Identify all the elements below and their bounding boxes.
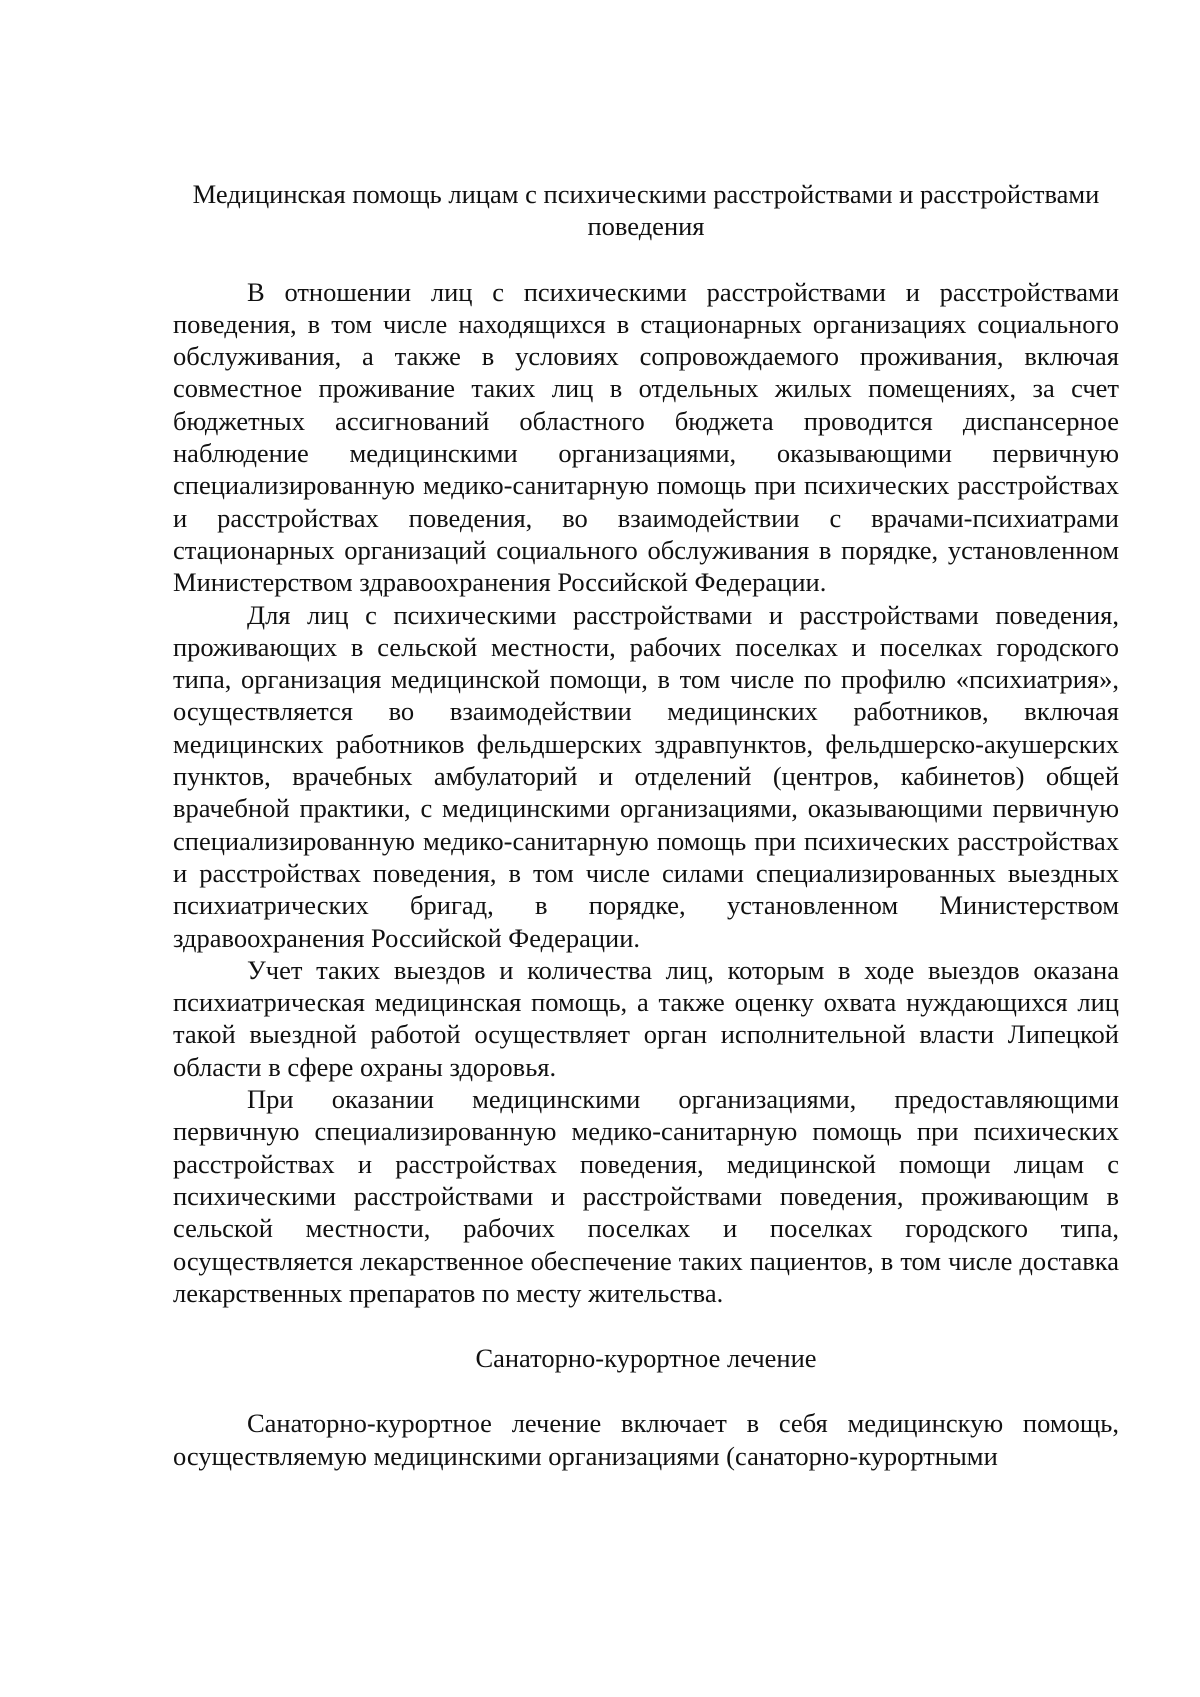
paragraph-drug-supply: При оказании медицинскими организациями, предоставляющими первичную специализированную медико-санитарную помощь при психических расстройствах и расстройствах поведения, медицинской помощи лицам с психическими расстройствами и расстройствами поведения, проживающим в сельской местности, рабочих поселках и поселках городского типа, осуществляется лекарственное обеспечение таких пациентов, в том числе доставка лекарственных препаратов по месту жительства. <box>173 1084 1119 1308</box>
paragraph-sanatorium-treatment: Санаторно-курортное лечение включает в себя медицинскую помощь, осуществляемую медицинскими организациями (санаторно-курортными <box>173 1408 1119 1471</box>
section-title: Санаторно-курортное лечение <box>475 1343 817 1374</box>
paragraph-rural-care: Для лиц с психическими расстройствами и расстройствами поведения, проживающих в сельской местности, рабочих поселках и поселках городского типа, организация медицинской помощи, в том числе по профилю «психиатрия», осуществляется во взаимодействии медицинских работников, включая медицинских работников фельдшерских здравпунктов, фельдшерско-акушерских пунктов, врачебных амбулаторий и отделений (центров, кабинетов) общей врачебной практики, с медицинскими организациями, оказывающими первичную специализированную медико-санитарную помощь при психических расстройствах и расстройствах поведения, в том числе силами специализированных выездных психиатрических бригад, в порядке, установленном Министерством здравоохранения Российской Федерации. <box>173 599 1119 953</box>
document-body <box>173 178 1119 1472</box>
paragraph-visit-accounting: Учет таких выездов и количества лиц, которым в ходе выездов оказана психиатрическая медицинская помощь, а также оценку охвата нуждающихся лиц такой выездной работой осуществляет орган исполнительной власти Липецкой области в сфере охраны здоровья. <box>173 954 1119 1082</box>
paragraph-dispensary-observation: В отношении лиц с психическими расстройствами и расстройствами поведения, в том числе находящихся в стационарных организациях социального обслуживания, а также в условиях сопровождаемого проживания, включая совместное проживание таких лиц в отдельных жилых помещениях, за счет бюджетных ассигнований областного бюджета проводится диспансерное наблюдение медицинскими организациями, оказывающими первичную специализированную медико-санитарную помощь при психических расстройствах и расстройствах поведения, во взаимодействии с врачами-психиатрами стационарных организаций социального обслуживания в порядке, установленном Министерством здравоохранения Российской Федерации. <box>173 276 1119 598</box>
document-title: Медицинская помощь лицам с психическими расстройствами и расстройствами поведения <box>192 179 1100 242</box>
